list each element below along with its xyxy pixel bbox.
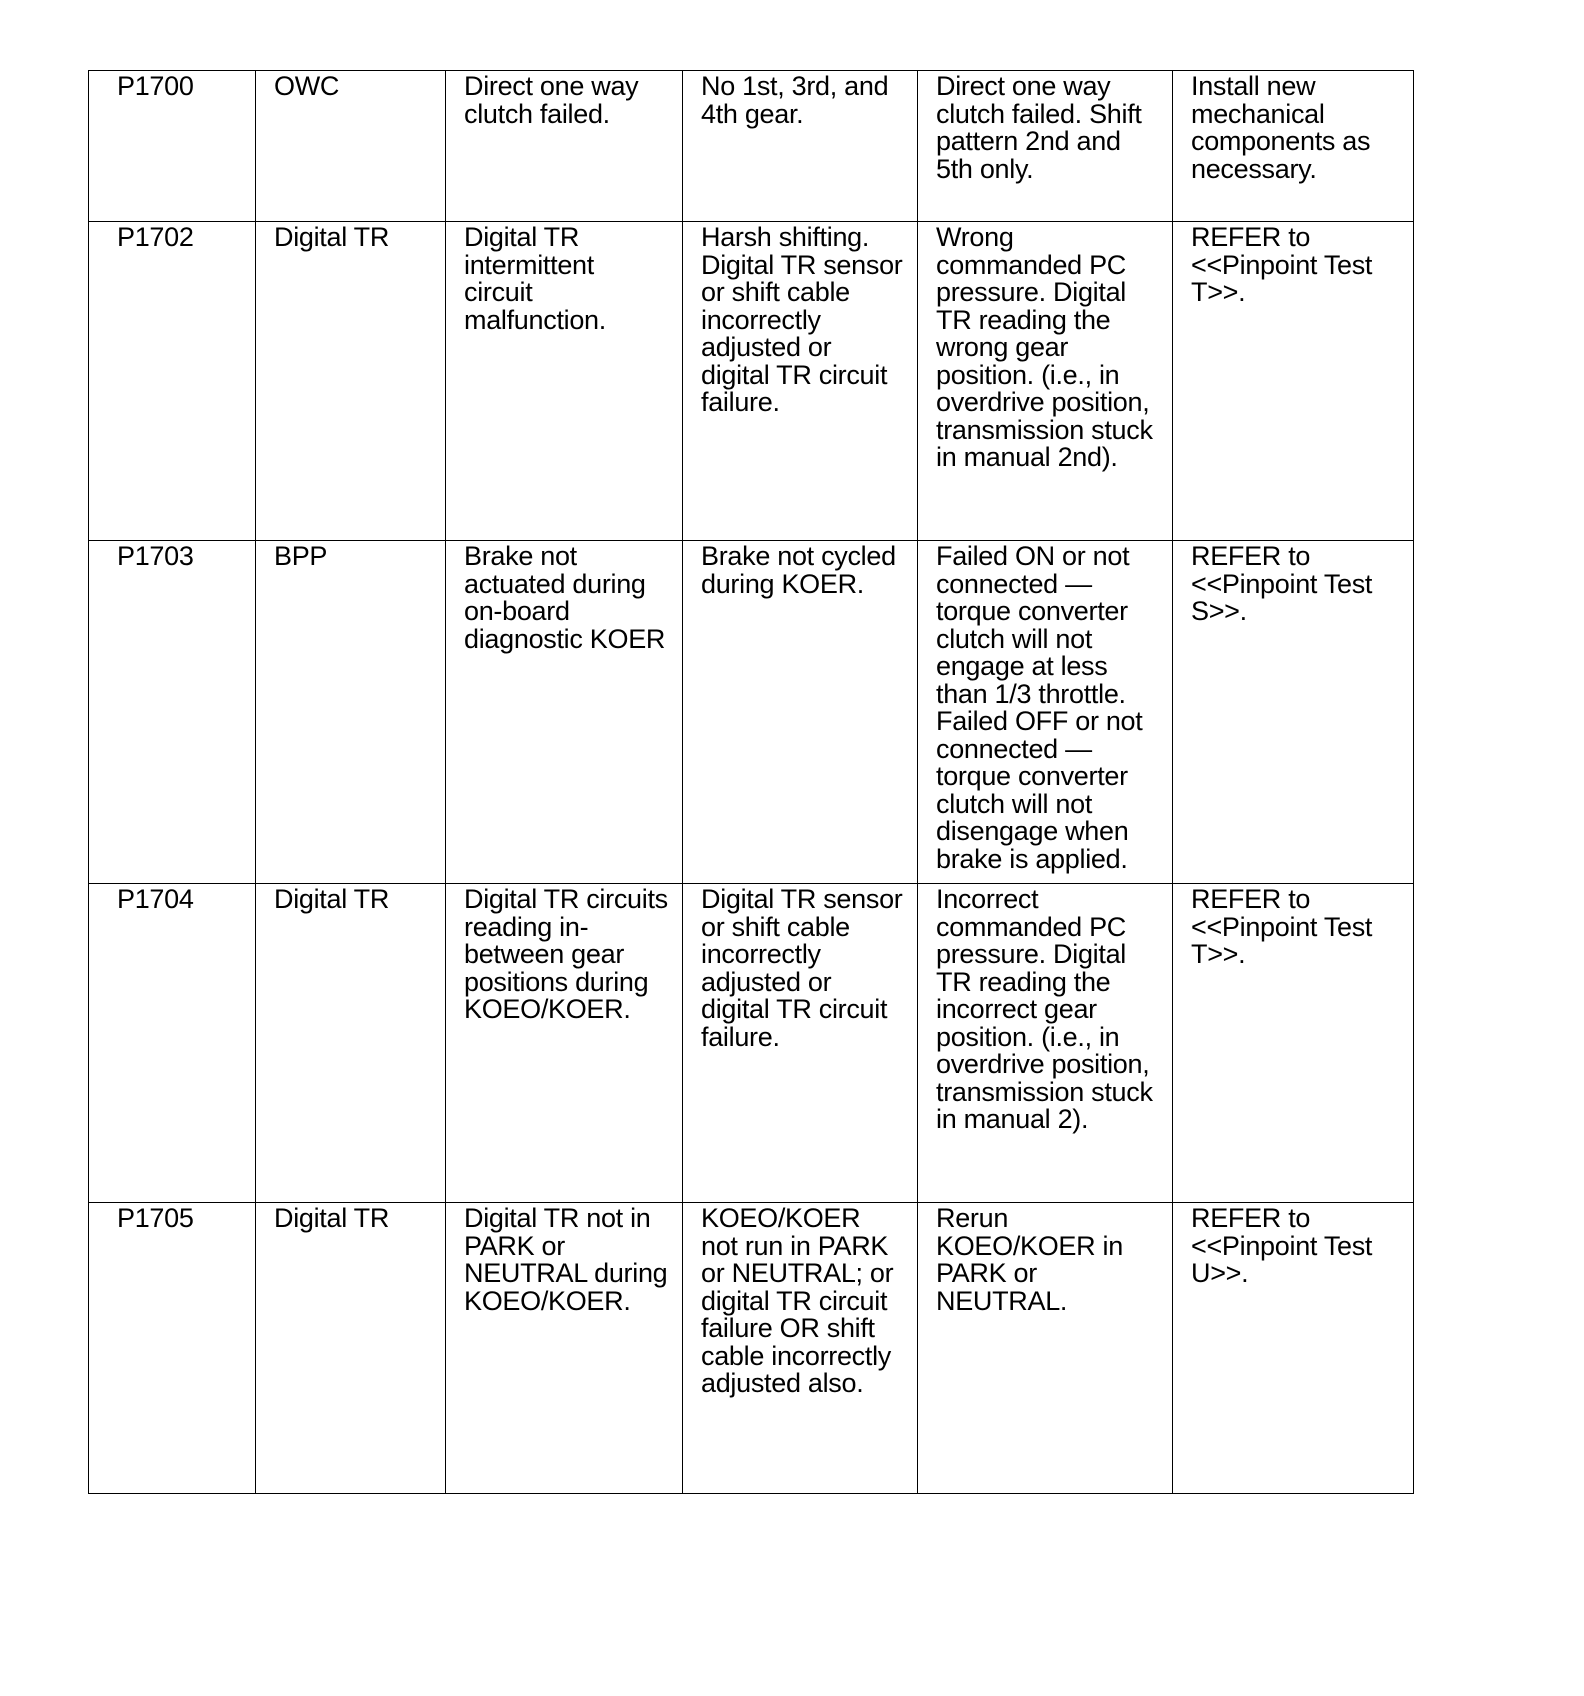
table-row xyxy=(89,541,1414,884)
action-cell: Install new mechanical components as necessary. xyxy=(1173,71,1414,222)
condition-cell: Digital TR sensor or shift cable incorrectly adjusted or digital TR circuit failure. xyxy=(683,884,918,1203)
description-cell: Digital TR intermittent circuit malfunction. xyxy=(446,222,683,541)
dtc-code-cell: P1700 xyxy=(89,71,256,222)
action-cell: REFER to <<Pinpoint Test T>>. xyxy=(1173,884,1414,1203)
symptom-cell: Failed ON or not connected — torque converter clutch will not engage at less than 1/3 throttle. Failed OFF or not connected — torque converter clutch will not disengage when brake is applied. xyxy=(918,541,1173,884)
dtc-code-cell: P1703 xyxy=(89,541,256,884)
symptom-cell: Direct one way clutch failed. Shift pattern 2nd and 5th only. xyxy=(918,71,1173,222)
component-cell: Digital TR xyxy=(256,222,446,541)
component-cell: BPP xyxy=(256,541,446,884)
component-cell: OWC xyxy=(256,71,446,222)
dtc-code-cell: P1702 xyxy=(89,222,256,541)
table-row xyxy=(89,71,1414,222)
component-cell: Digital TR xyxy=(256,1203,446,1494)
table-row xyxy=(89,222,1414,541)
condition-cell: Harsh shifting. Digital TR sensor or shift cable incorrectly adjusted or digital TR circuit failure. xyxy=(683,222,918,541)
condition-cell: KOEO/KOER not run in PARK or NEUTRAL; or digital TR circuit failure OR shift cable incorrectly adjusted also. xyxy=(683,1203,918,1494)
symptom-cell: Incorrect commanded PC pressure. Digital TR reading the incorrect gear position. (i.e., in overdrive position, transmission stuck in manual 2). xyxy=(918,884,1173,1203)
table-row xyxy=(89,1203,1414,1494)
condition-cell: Brake not cycled during KOER. xyxy=(683,541,918,884)
action-cell: REFER to <<Pinpoint Test S>>. xyxy=(1173,541,1414,884)
action-cell: REFER to <<Pinpoint Test U>>. xyxy=(1173,1203,1414,1494)
description-cell: Digital TR circuits reading in-between gear positions during KOEO/KOER. xyxy=(446,884,683,1203)
condition-cell: No 1st, 3rd, and 4th gear. xyxy=(683,71,918,222)
dtc-table xyxy=(88,70,1414,1494)
action-cell: REFER to <<Pinpoint Test T>>. xyxy=(1173,222,1414,541)
symptom-cell: Wrong commanded PC pressure. Digital TR reading the wrong gear position. (i.e., in overdrive position, transmission stuck in manual 2nd). xyxy=(918,222,1173,541)
dtc-code-cell: P1705 xyxy=(89,1203,256,1494)
symptom-cell: Rerun KOEO/KOER in PARK or NEUTRAL. xyxy=(918,1203,1173,1494)
dtc-code-cell: P1704 xyxy=(89,884,256,1203)
component-cell: Digital TR xyxy=(256,884,446,1203)
description-cell: Digital TR not in PARK or NEUTRAL during KOEO/KOER. xyxy=(446,1203,683,1494)
description-cell: Brake not actuated during on-board diagnostic KOER xyxy=(446,541,683,884)
description-cell: Direct one way clutch failed. xyxy=(446,71,683,222)
table-row xyxy=(89,884,1414,1203)
